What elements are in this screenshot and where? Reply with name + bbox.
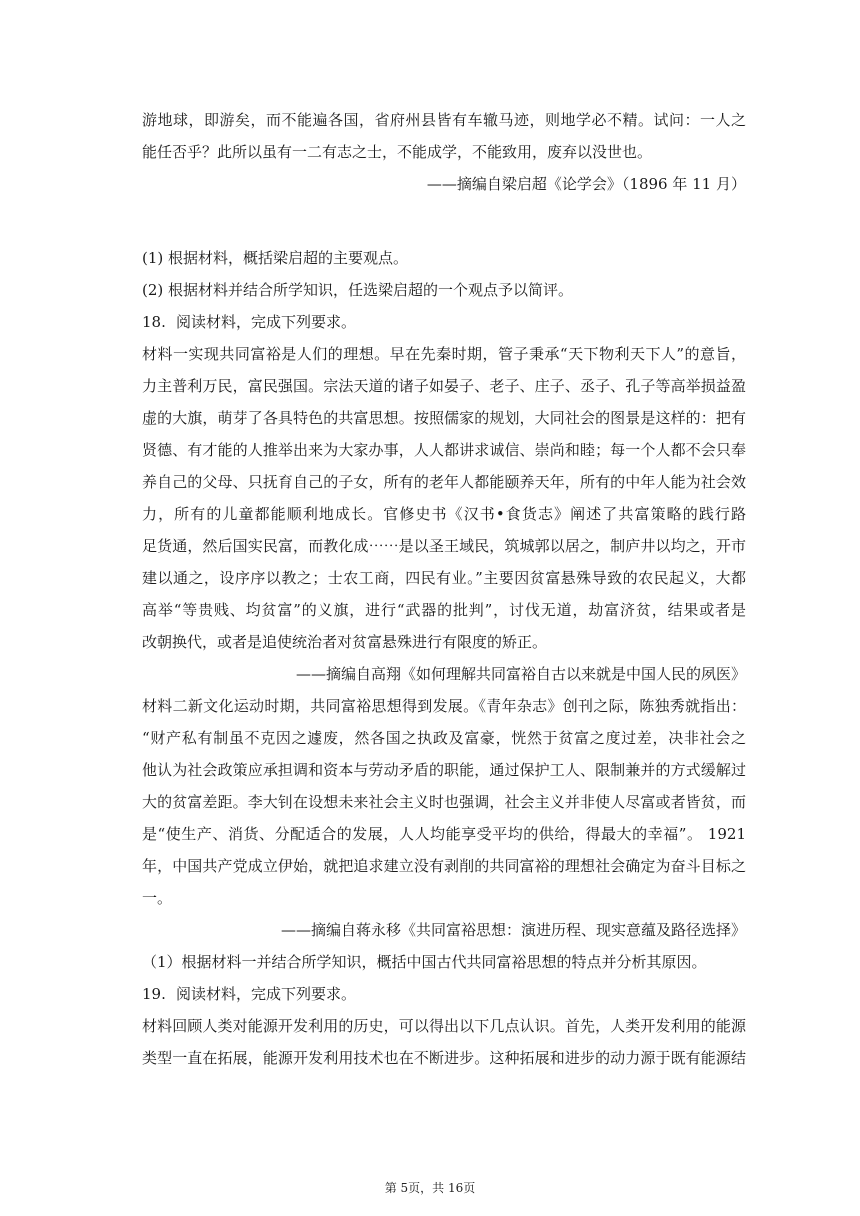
text-line: 大的贫富差距。李大钊在设想未来社会主义时也强调，社会主义并非使人尽富或者皆贫，而	[142, 793, 746, 811]
question-number: 19.	[142, 985, 166, 1003]
question-number: 18.	[142, 313, 166, 331]
source-citation: ——摘编自高翔《如何理解共同富裕自古以来就是中国人民的夙医》	[295, 665, 746, 683]
source-citation: ——摘编自梁启超《论学会》（1896 年 11 月）	[426, 175, 746, 193]
text-line: 力，所有的儿童都能顺利地成长。官修史书《汉书•食货志》阐述了共富策略的践行路	[142, 505, 746, 523]
text-line: 力主普利万民，富民强国。宗法天道的诸子如晏子、老子、庄子、丞子、孔子等高举损益盈	[142, 377, 746, 395]
spacer	[142, 200, 746, 242]
text-line: 养自己的父母、只抚育自己的子女，所有的老年人都能颐养天年，所有的中年人能为社会效	[142, 473, 746, 491]
text-line: 他认为社会政策应承担调和资本与劳动矛盾的职能，通过保护工人、限制兼并的方式缓解过	[142, 761, 746, 779]
text-line: 建以通之，设序序以教之；士农工商，四民有业。”主要因贫富悬殊导致的农民起义，大都	[142, 569, 746, 587]
question-18-header	[142, 306, 746, 338]
text-line: 材料二新文化运动时期，共同富裕思想得到发展。《青年杂志》创刊之际，陈独秀就指出：	[142, 697, 746, 715]
text-line: 游地球，即游矣，而不能遍各国，省府州县皆有车辙马迹，则地学必不精。试问：一人之	[142, 111, 746, 129]
text-line: 一。	[142, 889, 173, 907]
question-prompt: 阅读材料，完成下列要求。	[176, 313, 357, 331]
text-line: 改朝换代，或者是追使统治者对贫富悬殊进行有限度的矫正。	[142, 633, 548, 651]
source-citation: ——摘编自蒋永移《共同富裕思想：演进历程、现实意蕴及路径选择》	[280, 921, 746, 939]
text-line: 年，中国共产党成立伊始，就把追求建立没有剥削的共同富裕的理想社会确定为奋斗目标之	[142, 857, 746, 875]
sub-question-1: (1) 根据材料，概括梁启超的主要观点。	[142, 249, 409, 267]
text-line: 是“使生产、消货、分配适合的发展，人人均能享受平均的供给，得最大的幸福”。 1921	[142, 825, 746, 843]
sub-question-1: （1）根据材料一并结合所学知识，概括中国古代共同富裕思想的特点并分析其原因。	[142, 953, 707, 971]
text-line: 材料回顾人类对能源开发利用的历史，可以得出以下几点认识。首先，人类开发利用的能源	[142, 1017, 746, 1035]
material-two	[142, 690, 746, 946]
text-line: “财产私有制虽不克因之遽废，然各国之执政及富豪，恍然于贫富之度过差，决非社会之	[142, 729, 746, 747]
sub-question-2: (2) 根据材料并结合所学知识，任选梁启超的一个观点予以简评。	[142, 281, 574, 299]
text-line: 能任否乎？此所以虽有一二有志之士，不能成学，不能致用，废弃以没世也。	[142, 143, 653, 161]
material-energy	[142, 1010, 746, 1074]
page-footer: 第 5页，共 16页	[384, 1181, 476, 1195]
text-line: 虚的大旗，萌芽了各具特色的共富思想。按照儒家的规划，大同社会的图景是这样的：把有	[142, 409, 746, 427]
material-liang-qichao	[142, 104, 746, 200]
text-line: 材料一实现共同富裕是人们的理想。早在先秦时期，管子秉承“天下物利天下人”的意旨，	[142, 345, 746, 363]
text-line: 贤德、有才能的人推举出来为大家办事，人人都讲求诚信、崇尚和睦；每一个人都不会只奉	[142, 441, 746, 459]
page-body	[142, 104, 746, 1074]
material-one	[142, 338, 746, 690]
question-prompt: 阅读材料，完成下列要求。	[176, 985, 357, 1003]
text-line: 高举“等贵贱、均贫富”的义旗，进行“武器的批判”，讨伐无道，劫富济贫，结果或者是	[142, 601, 746, 619]
question-19-header	[142, 978, 746, 1010]
text-line: 足货通，然后国实民富，而教化成⋯⋯是以圣王域民，筑城郭以居之，制庐井以均之，开市	[142, 537, 746, 555]
text-line: 类型一直在拓展，能源开发利用技术也在不断进步。这种拓展和进步的动力源于既有能源结	[142, 1049, 746, 1067]
